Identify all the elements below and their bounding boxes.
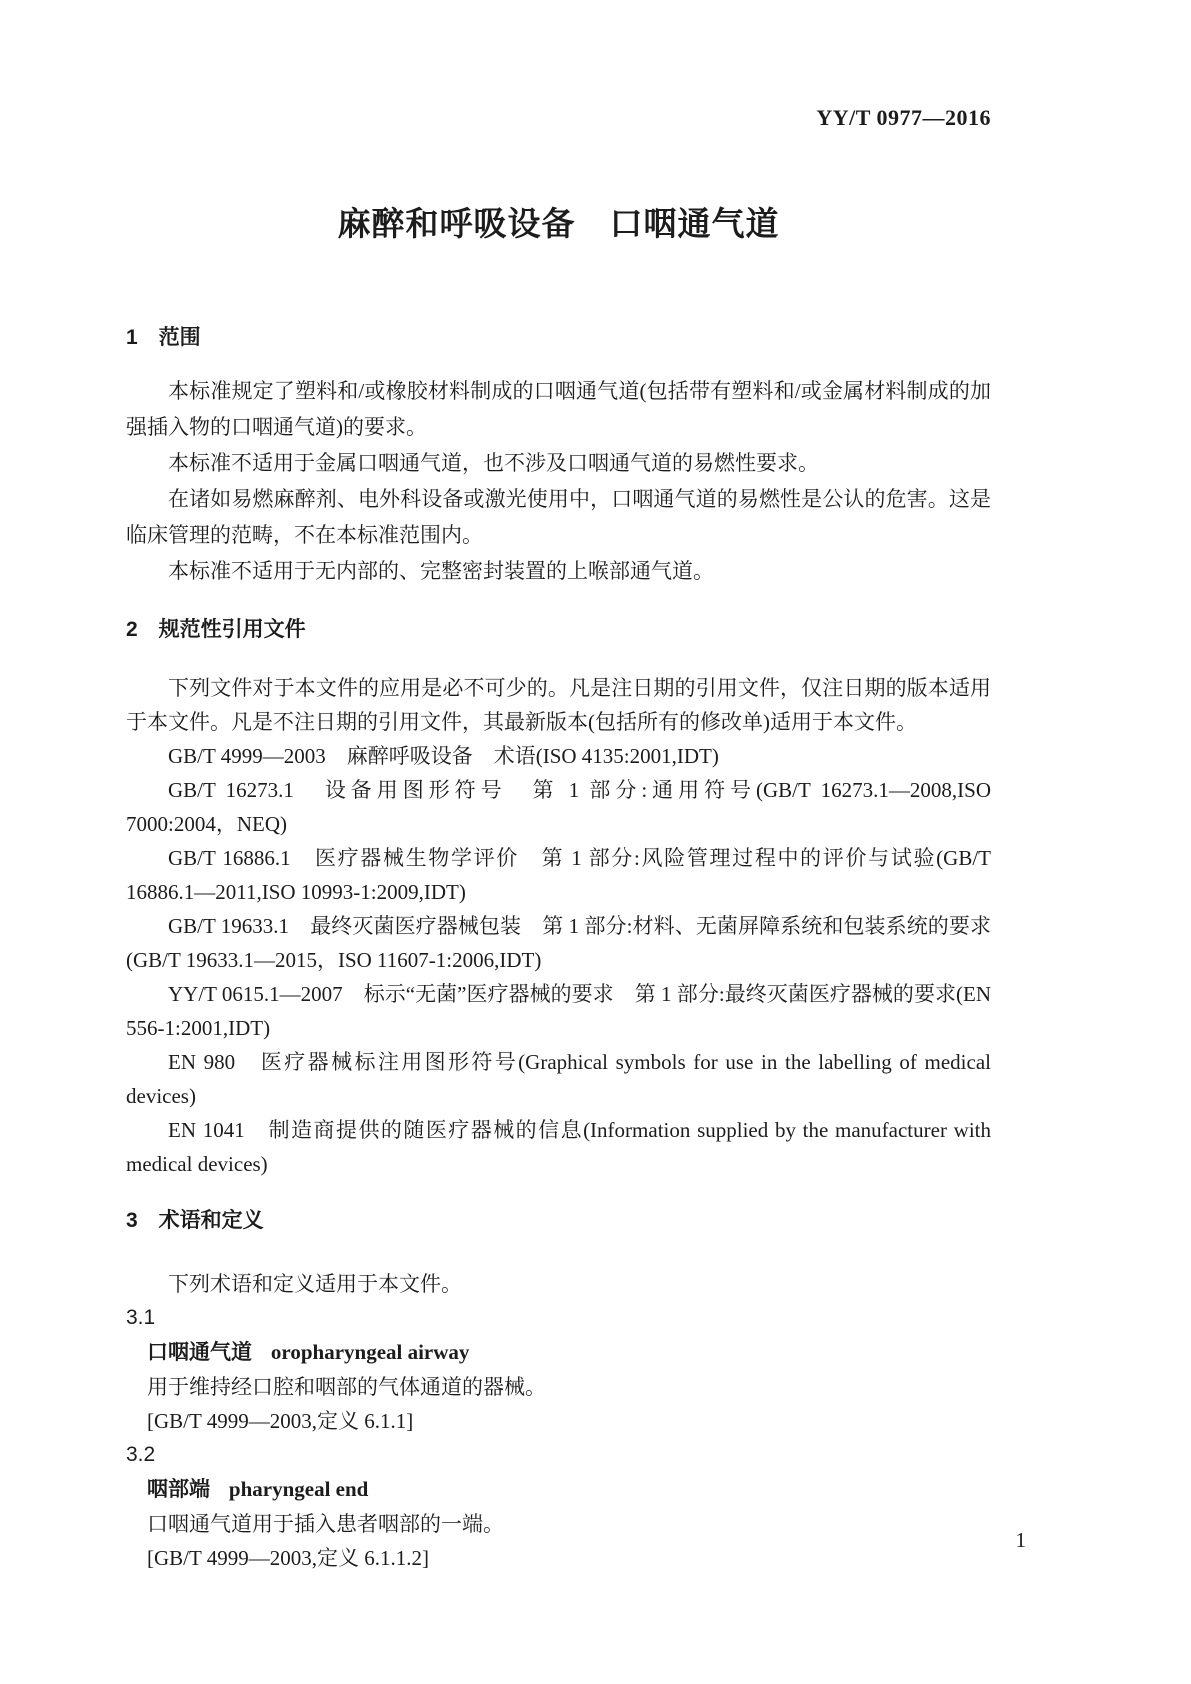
term-name-en: oropharyngeal airway [270,1340,470,1364]
term-source: [GB/T 4999—2003,定义 6.1.1] [147,1409,414,1433]
term-number: 3.2 [126,1443,156,1466]
section-3-body [126,1267,991,1575]
paragraph: 下列文件对于本文件的应用是必不可少的。凡是注日期的引用文件，仅注日期的版本适用于本文件。凡是不注日期的引用文件，其最新版本(包括所有的修改单)适用于本文件。 [126,676,991,734]
term-definition: 口咽通气道用于插入患者咽部的一端。 [147,1512,504,1536]
section-1-heading: 1 范围 [126,326,201,349]
paragraph: 本标准不适用于金属口咽通气道，也不涉及口咽通气道的易燃性要求。 [168,451,819,475]
section-3-heading: 3 术语和定义 [126,1209,264,1232]
paragraph: 本标准不适用于无内部的、完整密封装置的上喉部通气道。 [168,559,714,583]
reference-item: GB/T 16273.1 设备用图形符号 第 1 部分:通用符号(GB/T 16273.1—2008,ISO 7000:2004，NEQ) [126,778,991,836]
term-name-zh: 咽部端 [147,1478,210,1501]
section-1-body [126,373,991,589]
term-name-en: pharyngeal end [228,1477,369,1501]
section-2-heading: 2 规范性引用文件 [126,618,306,641]
section-2-body [126,671,991,1181]
term-name [126,1335,991,1370]
document-title: 麻醉和呼吸设备 口咽通气道 [337,205,780,242]
paragraph: 本标准规定了塑料和/或橡胶材料制成的口咽通气道(包括带有塑料和/或金属材料制成的加强插入物的口咽通气道)的要求。 [126,379,991,439]
paragraph: 在诸如易燃麻醉剂、电外科设备或激光使用中，口咽通气道的易燃性是公认的危害。这是临床管理的范畴，不在本标准范围内。 [126,487,991,547]
reference-item: EN 980 医疗器械标注用图形符号(Graphical symbols for use in the labelling of medical devices) [126,1050,991,1108]
paragraph: 下列术语和定义适用于本文件。 [168,1272,462,1296]
term-source: [GB/T 4999—2003,定义 6.1.1.2] [147,1546,429,1570]
term-definition: 用于维持经口腔和咽部的气体通道的器械。 [147,1375,546,1399]
term-name [126,1472,991,1507]
page-number: 1 [1015,1528,1026,1552]
term-number: 3.1 [126,1306,156,1329]
reference-item: EN 1041 制造商提供的随医疗器械的信息(Information supplied by the manufacturer with medical devices) [126,1118,991,1176]
reference-item: GB/T 16886.1 医疗器械生物学评价 第 1 部分:风险管理过程中的评价与试验(GB/T 16886.1—2011,ISO 10993-1:2009,IDT) [126,846,991,904]
reference-item: YY/T 0615.1—2007 标示“无菌”医疗器械的要求 第 1 部分:最终灭菌医疗器械的要求(EN 556-1:2001,IDT) [126,982,991,1040]
term-name-zh: 口咽通气道 [147,1341,252,1364]
reference-item: GB/T 19633.1 最终灭菌医疗器械包装 第 1 部分:材料、无菌屏障系统和包装系统的要求(GB/T 19633.1—2015，ISO 11607-1:2006,IDT) [126,914,991,972]
reference-item: GB/T 4999—2003 麻醉呼吸设备 术语(ISO 4135:2001,IDT) [168,744,719,768]
document-code: YY/T 0977—2016 [816,105,991,130]
